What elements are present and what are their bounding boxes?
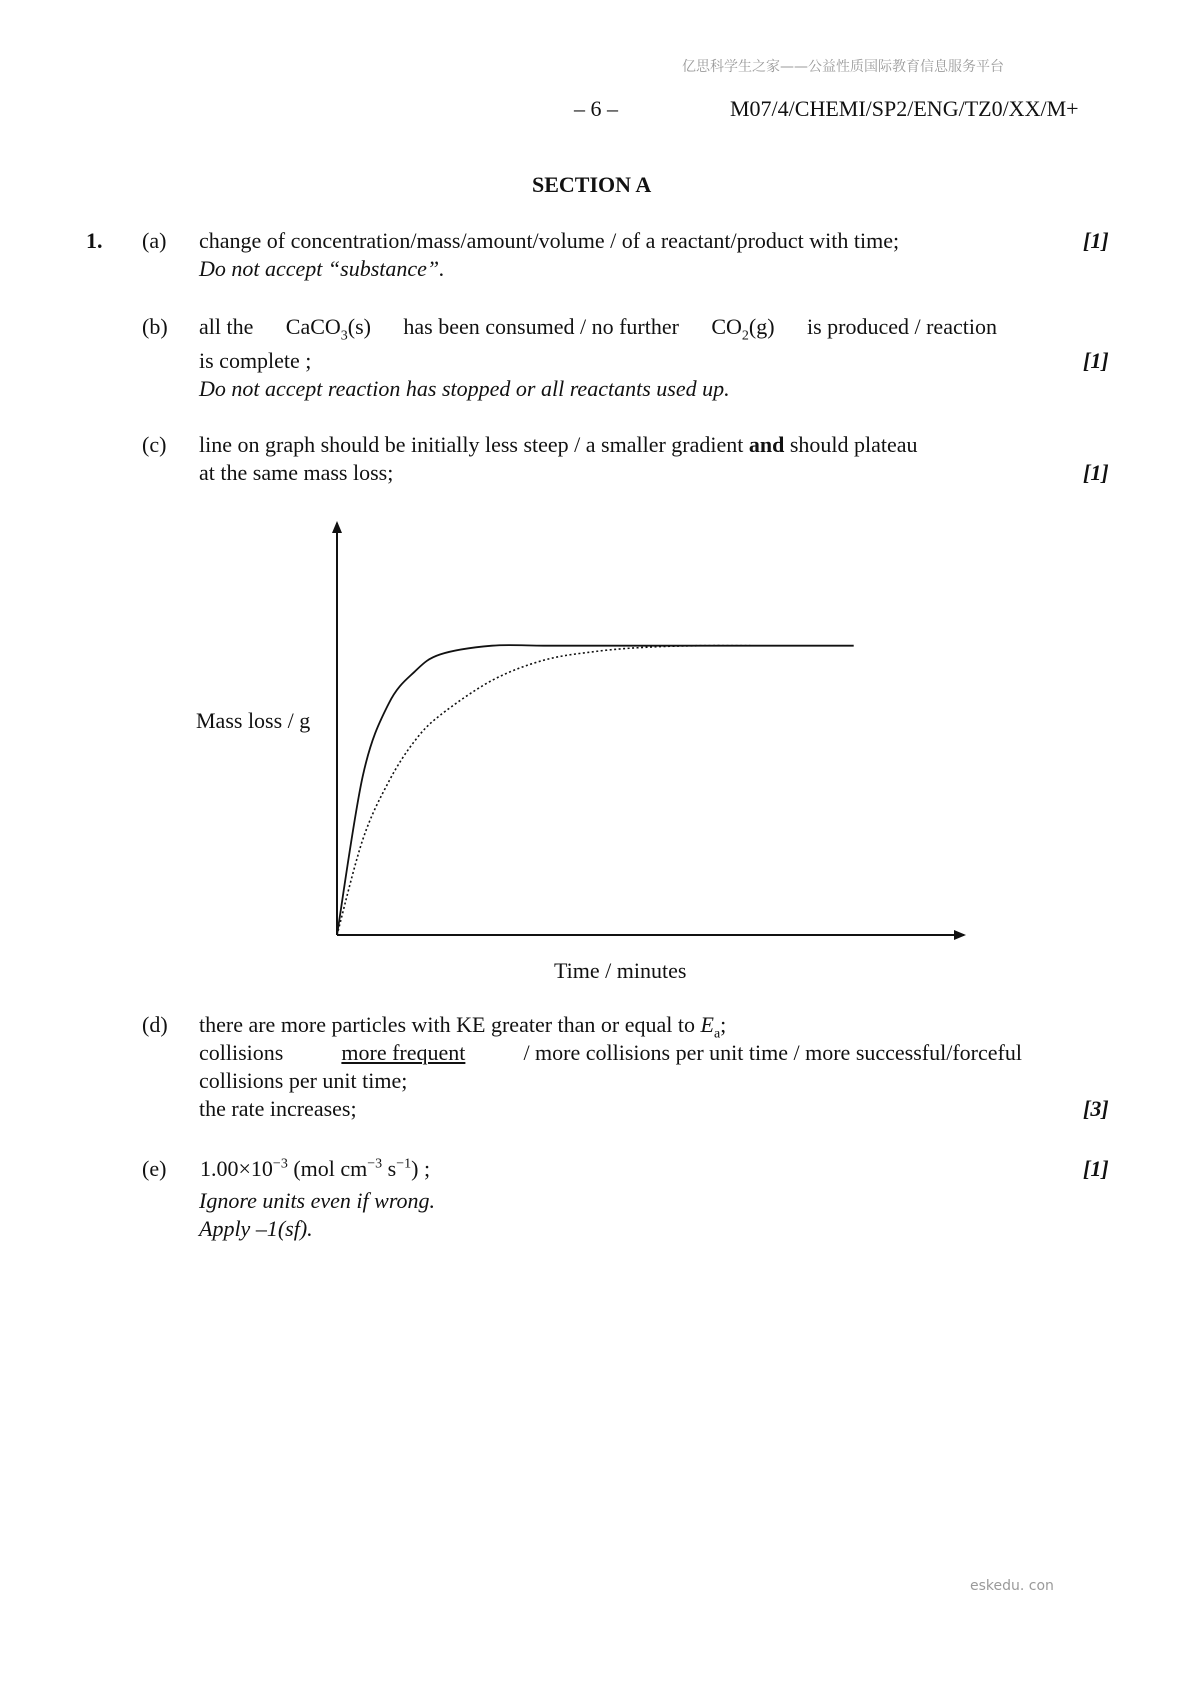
solid-curve	[337, 645, 854, 935]
part-d-text-2: collisions	[199, 1040, 284, 1065]
part-e-note-1: Ignore units even if wrong.	[199, 1188, 436, 1213]
part-d-text-3: / more collisions per unit time / more successful/forceful	[523, 1040, 1022, 1065]
part-b-label: (b)	[142, 314, 168, 339]
part-a-note: Do not accept “substance”.	[199, 256, 445, 281]
part-d-text-1: there are more particles with KE greater than or equal to	[199, 1012, 695, 1037]
part-d-label: (d)	[142, 1012, 168, 1037]
watermark-top: 亿思科学生之家——公益性质国际教育信息服务平台	[682, 59, 1004, 75]
part-d-line2	[199, 1040, 1022, 1066]
document-code: M07/4/CHEMI/SP2/ENG/TZ0/XX/M+	[730, 96, 1079, 121]
part-e-mark: [1]	[1083, 1156, 1109, 1181]
part-c-label: (c)	[142, 432, 167, 457]
page-number: – 6 –	[574, 96, 618, 121]
part-b-text-1: all the	[199, 314, 254, 339]
part-c-text-2: should plateau	[789, 432, 918, 457]
part-b-text-2: has been consumed / no further	[403, 314, 679, 339]
part-a-mark: [1]	[1083, 228, 1109, 253]
rate-units: (mol $cm^{-3}$ $s^{-1}$) ;	[293, 1156, 431, 1181]
part-b-line2: is complete ;	[199, 348, 312, 373]
part-d-line1	[199, 1012, 727, 1042]
part-d-line4: the rate increases;	[199, 1096, 357, 1121]
question-number: 1.	[86, 228, 103, 253]
part-a-text: change of concentration/mass/amount/volume / of a reactant/product with time;	[199, 228, 900, 253]
part-a-label: (a)	[142, 228, 167, 253]
part-e-answer	[200, 1156, 430, 1182]
chart-ylabel: Mass loss / g	[196, 708, 311, 733]
watermark-bottom: eskedu. con	[970, 1578, 1054, 1594]
part-c-mark: [1]	[1083, 460, 1109, 485]
part-b-text-3: is produced / reaction	[806, 314, 997, 339]
rate-value: $1.00\times 10^{-3}$	[200, 1156, 288, 1181]
part-e-label: (e)	[142, 1156, 167, 1181]
chart-xlabel: Time / minutes	[554, 958, 687, 983]
activation-energy: $E_a$;	[700, 1012, 727, 1042]
part-d-underline: more frequent	[341, 1040, 466, 1065]
dotted-curve	[337, 646, 750, 935]
co2-formula: $CO_2(g)$	[711, 314, 775, 344]
part-c-text-1: line on graph should be initially less steep / a smaller gradient	[199, 432, 744, 457]
part-d-mark: [3]	[1083, 1096, 1109, 1121]
part-c-line2: at the same mass loss;	[199, 460, 394, 485]
part-b-mark: [1]	[1083, 348, 1109, 373]
part-d-line3: collisions per unit time;	[199, 1068, 408, 1093]
part-e-note-2: Apply –1(sf).	[199, 1216, 313, 1241]
part-b-note: Do not accept reaction has stopped or all reactants used up.	[199, 376, 730, 401]
caco3-formula: CaCO$_3$(s)	[285, 314, 371, 344]
part-c-bold-and: and	[748, 432, 785, 457]
section-title: SECTION A	[532, 172, 652, 197]
